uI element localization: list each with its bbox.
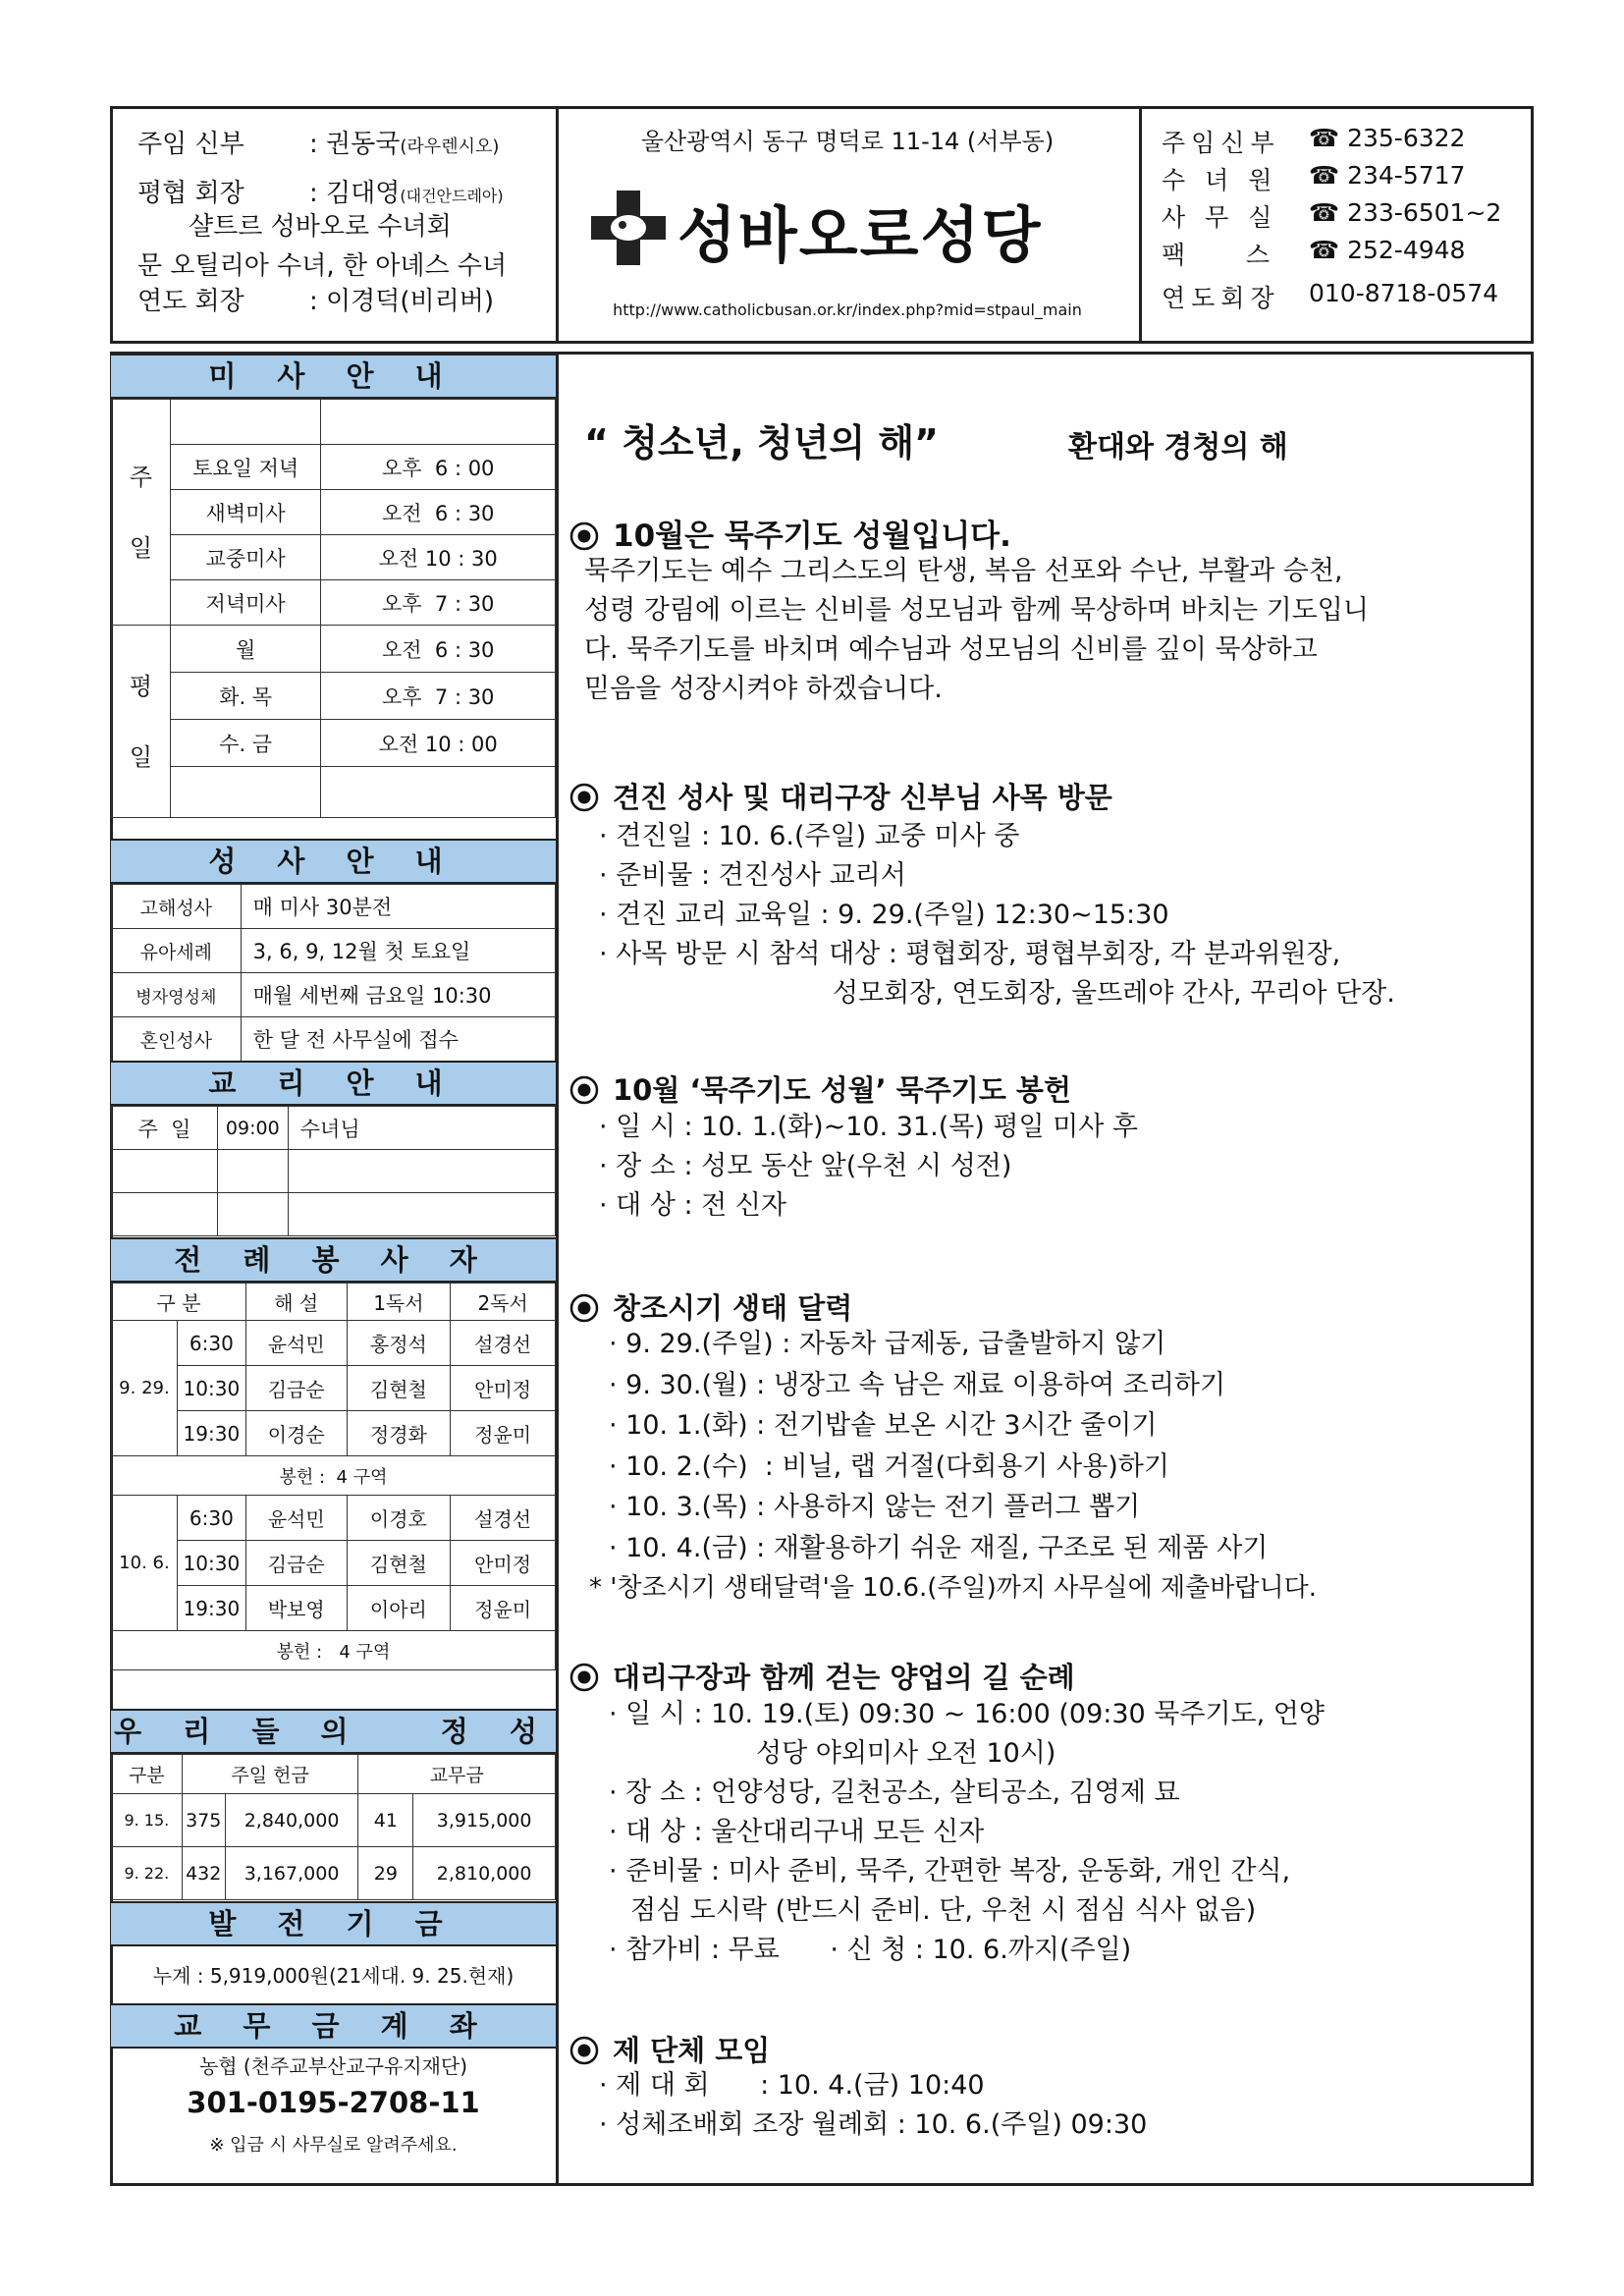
body-line: · 준비물 : 견진성사 교리서	[599, 860, 906, 891]
mass-name: 저녁미사	[170, 580, 321, 626]
mass-name: 토요일 저녁	[170, 445, 321, 490]
servers-table	[111, 1283, 556, 1670]
header-divider-right	[1139, 106, 1142, 344]
catechism-time	[217, 1193, 288, 1236]
servers-commentator: 이경순	[245, 1411, 347, 1456]
section-body	[589, 1324, 1317, 1610]
section-body	[599, 2066, 1147, 2145]
servers-offering: 봉헌 : 4 구역	[112, 1631, 556, 1670]
servers-commentator: 윤석민	[245, 1321, 347, 1366]
account-title: 교 무 금 계 좌	[111, 2003, 556, 2049]
headline: “ 청소년, 청년의 해”	[584, 421, 940, 465]
servers-title: 전 례 봉 사 자	[111, 1237, 556, 1283]
body-line: · 성체조배회 조장 월례회 : 10. 6.(주일) 09:30	[599, 2109, 1148, 2140]
servers-reader2: 안미정	[451, 1366, 556, 1411]
body-line: · 견진 교리 교육일 : 9. 29.(주일) 12:30~15:30	[599, 900, 1169, 930]
offerings-amount: 3,167,000	[225, 1847, 358, 1900]
church-url[interactable]: http://www.catholicbusan.or.kr/index.php?mid=stpaul_main	[613, 301, 1082, 319]
servers-reader2: 정윤미	[451, 1411, 556, 1456]
body-line: · 견진일 : 10. 6.(주일) 교중 미사 중	[599, 821, 1020, 851]
servers-header: 구 분	[112, 1284, 246, 1321]
council-name: 김대영	[326, 179, 401, 208]
body-line: 성령 강림에 이르는 신비를 성모님과 함께 묵상하며 바치는 기도입니	[584, 595, 1369, 626]
section-title: 10월 ‘묵주기도 성월’ 묵주기도 봉헌	[569, 1068, 1071, 1109]
body-line: 믿음을 성장시켜야 하겠습니다.	[584, 674, 943, 704]
target-bullet-icon	[569, 2036, 599, 2065]
servers-commentator: 김금순	[245, 1366, 347, 1411]
contact-label-convent: 수 녀 원	[1162, 166, 1278, 194]
section-title: 10월은 묵주기도 성월입니다.	[569, 511, 1011, 555]
servers-date: 10. 6.	[112, 1496, 178, 1631]
offerings-table	[111, 1754, 556, 1900]
servers-time: 6:30	[177, 1496, 245, 1541]
mass-time: 오전 6 : 30	[321, 626, 556, 673]
catechism-day: 주 일	[112, 1107, 218, 1150]
sacrament-name: 유아세례	[112, 929, 242, 973]
account-bank: 농협 (천주교부산교구유지재단)	[198, 2054, 468, 2078]
offerings-amount: 2,840,000	[225, 1794, 358, 1847]
mass-name: 새벽미사	[170, 490, 321, 535]
servers-header: 해 설	[245, 1284, 347, 1321]
body-line: · 장 소 : 언양성당, 길천공소, 살티공소, 김영제 묘	[609, 1777, 1180, 1808]
servers-reader1: 홍정석	[347, 1321, 451, 1366]
target-bullet-icon	[569, 783, 599, 812]
contact-label-fax: 팩 스	[1162, 241, 1276, 269]
contact-legion-phone: 010-8718-0574	[1309, 279, 1499, 307]
mass-time: 오후 6 : 00	[321, 445, 556, 490]
servers-reader2: 정윤미	[451, 1586, 556, 1631]
fund-title: 발 전 기 금	[111, 1901, 556, 1946]
offerings-count: 375	[182, 1794, 225, 1847]
servers-reader1: 김현철	[347, 1366, 451, 1411]
body-line: 성당 야외미사 오전 10시)	[756, 1738, 1056, 1769]
body-line: · 대 상 : 울산대리구내 모든 신자	[609, 1817, 985, 1847]
mass-name: 화. 목	[170, 673, 321, 720]
section-body	[599, 817, 1395, 1013]
sisters-names: 문 오틸리아 수녀, 한 아녜스 수녀	[137, 251, 508, 281]
sacrament-name: 병자영성체	[112, 973, 242, 1017]
body-line: 묵주기도는 예수 그리스도의 탄생, 복음 선포와 수난, 부활과 승천,	[584, 556, 1343, 586]
sunday-label: 주 일	[112, 400, 171, 626]
subheadline: 환대와 경청의 해	[1068, 430, 1288, 465]
catechism-title: 교 리 안 내	[111, 1061, 556, 1106]
dues-amount: 2,810,000	[413, 1847, 556, 1900]
sacraments-title: 성 사 안 내	[111, 839, 556, 884]
servers-reader2: 안미정	[451, 1541, 556, 1586]
section-body	[584, 552, 1369, 709]
mass-name	[170, 767, 321, 818]
section-title: 대리구장과 함께 걷는 양업의 길 순례	[569, 1656, 1075, 1696]
servers-reader2: 설경선	[451, 1321, 556, 1366]
body-line: * '창조시기 생태달력'을 10.6.(주일)까지 사무실에 제출바랍니다.	[589, 1573, 1317, 1603]
sacrament-value: 매 미사 30분전	[241, 885, 555, 929]
servers-time: 19:30	[177, 1586, 245, 1631]
catechism-day	[112, 1193, 218, 1236]
servers-reader1: 이아리	[347, 1586, 451, 1631]
contact-office-phone: 233-6501~2	[1347, 198, 1502, 227]
phone-icon: ☎	[1309, 198, 1340, 227]
offerings-header: 교무금	[358, 1755, 556, 1794]
section-title: 창조시기 생태 달력	[569, 1286, 852, 1327]
dues-amount: 3,915,000	[413, 1794, 556, 1847]
left-column	[111, 354, 556, 2184]
servers-commentator: 박보영	[245, 1586, 347, 1631]
contact-priest-phone: 235-6322	[1347, 124, 1466, 152]
contact-label-legion: 연도회장	[1162, 284, 1280, 312]
body-line: · 제 대 회 : 10. 4.(금) 10:40	[599, 2070, 985, 2101]
body-line: 다. 묵주기도를 바치며 예수님과 성모님의 신비를 깊이 묵상하고	[584, 634, 1318, 665]
phone-icon: ☎	[1309, 124, 1340, 152]
mass-time: 오전 6 : 30	[321, 490, 556, 535]
mass-title: 미 사 안 내	[111, 354, 556, 399]
council-saint: (대건안드레아)	[400, 187, 504, 205]
body-line: · 일 시 : 10. 1.(화)~10. 31.(목) 평일 미사 후	[599, 1112, 1138, 1142]
priest-saint: (라우렌시오)	[400, 137, 500, 157]
contact-convent-phone: 234-5717	[1347, 161, 1466, 190]
offerings-header: 구분	[112, 1755, 183, 1794]
servers-time: 10:30	[177, 1366, 245, 1411]
target-bullet-icon	[569, 1663, 599, 1692]
mass-name: 수. 금	[170, 720, 321, 767]
mass-table	[111, 399, 556, 818]
phone-icon: ☎	[1309, 236, 1340, 264]
mass-time	[321, 767, 556, 818]
body-line: · 대 상 : 전 신자	[599, 1190, 787, 1221]
dues-count: 29	[358, 1847, 413, 1900]
section-title: 제 단체 모임	[569, 2029, 770, 2069]
mass-name	[170, 400, 321, 445]
council-label: 평협 회장	[137, 179, 244, 208]
church-logo	[589, 189, 668, 267]
legion-name: 이경덕(비리버)	[326, 287, 495, 316]
servers-reader1: 정경화	[347, 1411, 451, 1456]
body-line: · 9. 30.(월) : 냉장고 속 남은 재료 이용하여 조리하기	[609, 1369, 1226, 1400]
servers-commentator: 윤석민	[245, 1496, 347, 1541]
servers-time: 10:30	[177, 1541, 245, 1586]
account-note: ※ 입금 시 사무실로 알려주세요.	[209, 2135, 458, 2156]
sacraments-table	[111, 884, 556, 1062]
target-bullet-icon	[569, 1293, 599, 1323]
offerings-title: 우 리 들 의 정 성	[111, 1709, 556, 1754]
mass-name: 교중미사	[170, 535, 321, 580]
phone-icon: ☎	[1309, 161, 1340, 190]
target-bullet-icon	[569, 521, 599, 551]
sacrament-value: 3, 6, 9, 12월 첫 토요일	[241, 929, 555, 973]
catechism-table	[111, 1106, 556, 1236]
servers-reader2: 설경선	[451, 1496, 556, 1541]
mass-time	[321, 400, 556, 445]
catechism-day	[112, 1150, 218, 1193]
servers-reader1: 이경호	[347, 1496, 451, 1541]
section-body	[599, 1108, 1138, 1226]
sacrament-name: 고해성사	[112, 885, 242, 929]
body-line: · 10. 3.(목) : 사용하지 않는 전기 플러그 뽑기	[609, 1492, 1141, 1522]
dues-count: 41	[358, 1794, 413, 1847]
convent-name: 샬트르 성바오로 수녀회	[189, 212, 452, 242]
servers-time: 19:30	[177, 1411, 245, 1456]
servers-offering: 봉헌 : 4 구역	[112, 1456, 556, 1496]
body-line: 성모회장, 연도회장, 울뜨레야 간사, 꾸리아 단장.	[833, 978, 1395, 1009]
body-line: · 10. 2.(수) : 비닐, 랩 거절(다회용기 사용)하기	[609, 1450, 1169, 1482]
catechism-time: 09:00	[217, 1107, 288, 1150]
body-line: · 참가비 : 무료 · 신 청 : 10. 6.까지(주일)	[609, 1935, 1132, 1965]
sacrament-value: 매월 세번째 금요일 10:30	[241, 973, 555, 1017]
body-line: · 일 시 : 10. 19.(토) 09:30 ~ 16:00 (09:30 묵주기도, 언양	[609, 1699, 1325, 1729]
catechism-teacher	[288, 1193, 555, 1236]
sacrament-value: 한 달 전 사무실에 접수	[241, 1017, 555, 1062]
legion-label: 연도 회장	[137, 287, 244, 316]
body-line: 점심 도시락 (반드시 준비. 단, 우천 시 점심 식사 없음)	[630, 1895, 1257, 1926]
servers-date: 9. 29.	[112, 1321, 178, 1456]
contact-label-office: 사 무 실	[1162, 203, 1278, 232]
servers-reader1: 김현철	[347, 1541, 451, 1586]
column-divider	[556, 352, 559, 2186]
church-logo-icon	[589, 189, 668, 267]
church-address: 울산광역시 동구 명덕로 11-14 (서부동)	[640, 128, 1055, 155]
body-line: · 장 소 : 성모 동산 앞(우천 시 성전)	[599, 1151, 1012, 1181]
mass-time: 오후 7 : 30	[321, 580, 556, 626]
contact-fax: 252-4948	[1347, 236, 1466, 264]
offerings-header: 주일 헌금	[182, 1755, 358, 1794]
priest-name: 권동국	[326, 130, 401, 159]
body-line: · 9. 29.(주일) : 자동차 급제동, 급출발하지 않기	[609, 1329, 1166, 1359]
mass-time: 오전 10 : 00	[321, 720, 556, 767]
servers-header: 2독서	[451, 1284, 556, 1321]
catechism-teacher	[288, 1150, 555, 1193]
catechism-teacher: 수녀님	[288, 1107, 555, 1150]
target-bullet-icon	[569, 1075, 599, 1105]
body-line: · 10. 4.(금) : 재활용하기 쉬운 재질, 구조로 된 제품 사기	[609, 1532, 1269, 1563]
account-number: 301-0195-2708-11	[187, 2086, 480, 2119]
mass-time: 오후 7 : 30	[321, 673, 556, 720]
header-contacts	[1162, 124, 1525, 340]
body-line: · 사목 방문 시 참석 대상 : 평협회장, 평협부회장, 각 분과위원장,	[599, 939, 1341, 969]
weekday-label: 평 일	[112, 626, 171, 818]
contact-label-priest: 주임신부	[1162, 129, 1280, 157]
offerings-date: 9. 22.	[112, 1847, 183, 1900]
fund-total: 누계 : 5,919,000원(21세대. 9. 25.현재)	[152, 1964, 514, 1988]
servers-commentator: 김금순	[245, 1541, 347, 1586]
church-name: 성바오로성당	[677, 199, 1043, 271]
body-line: · 준비물 : 미사 준비, 묵주, 간편한 복장, 운동화, 개인 간식,	[609, 1856, 1291, 1886]
catechism-time	[217, 1150, 288, 1193]
mass-name: 월	[170, 626, 321, 673]
section-body	[609, 1695, 1325, 1970]
offerings-count: 432	[182, 1847, 225, 1900]
servers-header: 1독서	[347, 1284, 451, 1321]
sacrament-name: 혼인성사	[112, 1017, 242, 1062]
body-line: · 10. 1.(화) : 전기밥솥 보온 시간 3시간 줄이기	[609, 1410, 1158, 1441]
header-staff: 주임 신부 : 권동국(라우렌시오) 평협 회장 : 김대영(대건안드레아) 샬트르 성바오로 수녀회 문 오틸리아 수녀, 한 아녜스 수녀 연도 회장 : 이경덕(비리버)	[137, 130, 508, 316]
priest-label: 주임 신부	[137, 130, 244, 159]
servers-time: 6:30	[177, 1321, 245, 1366]
mass-time: 오전 10 : 30	[321, 535, 556, 580]
section-title: 견진 성사 및 대리구장 신부님 사목 방문	[569, 776, 1112, 816]
offerings-date: 9. 15.	[112, 1794, 183, 1847]
